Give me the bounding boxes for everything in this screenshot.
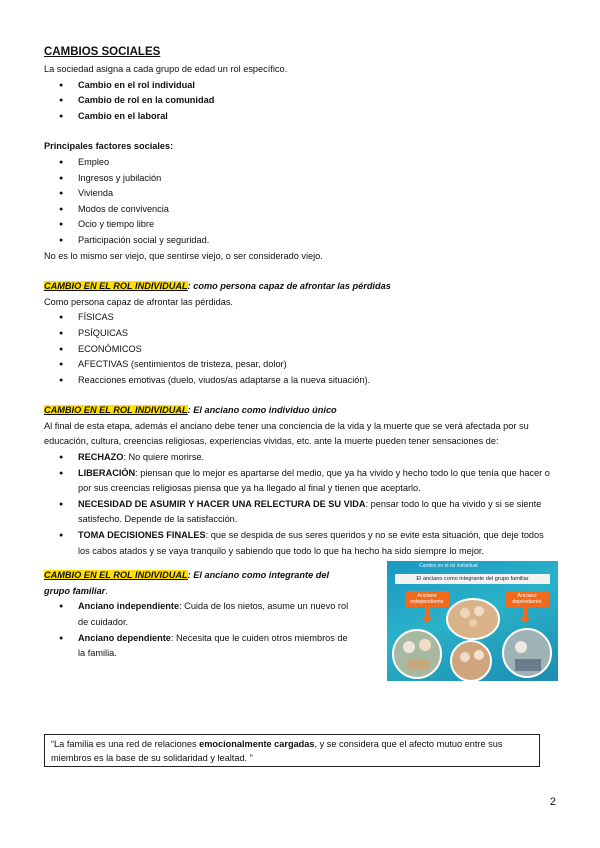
face-shape	[460, 608, 470, 618]
family-photos	[387, 561, 558, 681]
list-item: ● PSÍQUICAS	[78, 326, 556, 342]
list-item: ● ECONÓMICOS	[78, 342, 556, 358]
intro-text: La sociedad asigna a cada grupo de edad un rol específico.	[44, 64, 288, 74]
wheelchair-shape	[515, 659, 541, 671]
list-item: ● Ingresos y jubilación	[78, 171, 556, 187]
list-item: ● RECHAZO: No quiere morirse.	[78, 450, 556, 466]
list-item: ● LIBERACIÓN: piensan que lo mejor es apartarse del medio, que ya ha vivido y hecho todo lo que tenía que hacer o por sus creencias religiosas piensa que ya ha llegado al final y tienen que aceptarlo.	[78, 466, 556, 497]
list-item: ● Cambio en el rol individual	[78, 78, 556, 94]
page-title: CAMBIOS SOCIALES	[44, 46, 161, 58]
quote-box: “La familia es una red de relaciones emocionalmente cargadas, y se considera que el afecto mutuo entre sus miembros es la base de su solidaridad y lealtad. ”	[44, 734, 540, 767]
list-item: ● Anciano dependiente: Necesita que le cuiden otros miembros de la familia.	[78, 631, 349, 662]
grandparents-photo	[393, 630, 441, 678]
list-item: ● Reacciones emotivas (duelo, viudos/as adaptarse a la nueva situación).	[78, 373, 556, 389]
factors-title: Principales factores sociales:	[44, 141, 174, 152]
page-number: 2	[549, 796, 556, 808]
face-shape	[403, 641, 415, 653]
list-item: ● AFECTIVAS (sentimientos de tristeza, pesar, dolor)	[78, 357, 556, 373]
list-item: ● Participación social y seguridad.	[78, 233, 556, 249]
page-content	[44, 44, 556, 696]
list-item: ● NECESIDAD DE ASUMIR Y HACER UNA RELECTURA DE SU VIDA: pensar todo lo que ha vivido y si se siente satisfecho. Depende de la satisfacción.	[78, 497, 556, 528]
illustration-banner: El anciano como integrante del grupo familiar	[395, 574, 550, 584]
family-list	[44, 599, 349, 661]
dependent-tag: Anciano dependiente	[505, 591, 549, 607]
section-family-heading: CAMBIO EN EL ROL INDIVIDUAL: El anciano como integrante del grupo familiar.	[44, 570, 330, 596]
list-item: ● Empleo	[78, 155, 556, 171]
changes-list	[44, 78, 556, 125]
book-shape	[407, 659, 429, 669]
section-unique-heading: CAMBIO EN EL ROL INDIVIDUAL: El anciano como individuo único	[44, 405, 337, 416]
list-item: ● FÍSICAS	[78, 310, 556, 326]
section-losses-heading: CAMBIO EN EL ROL INDIVIDUAL: como persona capaz de afrontar las pérdidas	[44, 281, 391, 292]
independent-tag: Anciano independiente	[405, 591, 449, 607]
losses-list	[44, 310, 556, 388]
list-item: ● Modos de convivencia	[78, 202, 556, 218]
illustration-caption: Cambio en el rol individual	[419, 563, 478, 570]
sensations-list	[44, 450, 556, 559]
list-item: ● Cambio de rol en la comunidad	[78, 93, 556, 109]
list-item: ● Ocio y tiempo libre	[78, 217, 556, 233]
face-shape	[474, 650, 484, 660]
list-item: ● Anciano independiente: Cuida de los nietos, asume un nuevo rol de cuidador.	[78, 599, 349, 630]
arrow-down-icon	[519, 605, 531, 623]
face-shape	[469, 619, 477, 627]
list-item: ● Cambio en el laboral	[78, 109, 556, 125]
arrow-down-icon	[421, 605, 433, 623]
section-unique-intro: Al final de esta etapa, además el anciano debe tener una conciencia de la vida y la muerte que se verá afectada por su educación, cultura, creencias religiosas, experiencias vividas, etc. ante la muerte pueden tener sensaciones de:	[44, 420, 529, 447]
section-losses-intro: Como persona capaz de afrontar las pérdidas.	[44, 296, 233, 307]
face-shape	[515, 641, 527, 653]
factors-list	[44, 155, 556, 249]
list-item: ● Vivienda	[78, 186, 556, 202]
section-family	[44, 563, 556, 696]
face-shape	[474, 606, 484, 616]
list-item: ● TOMA DECISIONES FINALES: que se despida de sus seres queridos y no se evite esta situación, que deje todos los cabos atados y se vaya tranquilo y sabiendo que todo lo que ha hecho ha sido siempre lo mejor.	[78, 528, 556, 559]
factors-note: No es lo mismo ser viejo, que sentirse viejo, o ser considerado viejo.	[44, 250, 323, 261]
family-illustration	[387, 561, 558, 681]
face-shape	[460, 652, 470, 662]
face-shape	[419, 639, 431, 651]
care-photo	[451, 641, 491, 681]
